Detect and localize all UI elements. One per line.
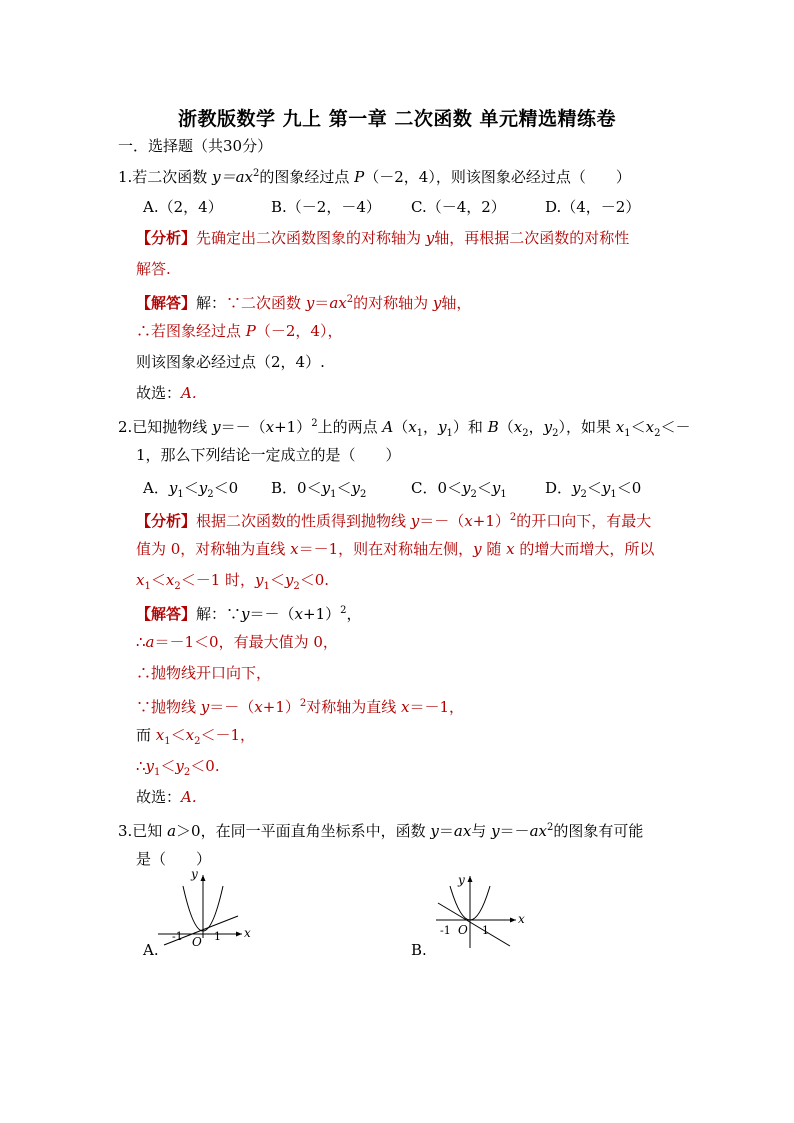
question-2-option-c: C．$0<y_2<y_1$ [411, 479, 507, 500]
question-2-choose: 故选：A. [136, 788, 197, 806]
question-2-answer-line-5: 而 $x_1<x_2<-1$， [136, 726, 256, 747]
question-1-stem: 1.若二次函数 $y=ax^2$的图象经过点 P（－2，4），则该图象必经过点（ ） [118, 168, 631, 186]
question-1-option-a: A.（2，4） [143, 198, 223, 216]
question-2-answer: 【解答】解：$\because y=-(x+1)^2$， [136, 605, 362, 623]
x-axis-arrow [510, 918, 516, 923]
question-2-answer-line-4: ∵抛物线 $y=-(x+1)^2$对称轴为直线 x＝－1， [136, 698, 465, 716]
question-1-option-c: C.（－4，2） [411, 198, 506, 216]
question-2-stem-cont: 1，那么下列结论一定成立的是（ ） [136, 446, 401, 464]
x-axis-arrow [236, 932, 242, 937]
question-2-answer-line-3: ∴抛物线开口向下， [136, 664, 272, 682]
question-2-answer-line-2: ∴a＝－1＜0，有最大值为 0， [136, 633, 338, 651]
page-title: 浙教版数学 九上 第一章 二次函数 单元精选精练卷 [178, 108, 616, 130]
question-2-option-a: A．$y_1<y_2<0$ [143, 479, 239, 500]
section-heading: 一．选择题（共30分） [118, 137, 273, 155]
tick-one: 1 [214, 930, 221, 943]
question-1-option-b: B.（－2，－4） [271, 198, 381, 216]
tick-one: 1 [482, 924, 489, 937]
question-1-answer-line-2: ∴若图象经过点 P（－2，4）， [136, 322, 343, 340]
question-2-stem: 2.已知抛物线 $y=-(x+1)^2$上的两点 $A(x_1$，$y_1$）和 $B(x_2$，$y_2$），如果 $x_1<x_2<-$ [118, 418, 691, 439]
y-axis-arrow [468, 876, 473, 882]
figure-b [428, 870, 538, 950]
tick-neg-one: -1 [440, 924, 451, 937]
figure-b-label: B. [411, 941, 427, 959]
question-1-analysis-cont: 解答. [136, 260, 171, 278]
figure-a [150, 867, 260, 949]
figure-a-label: A. [143, 941, 159, 959]
x-axis-label: x [518, 912, 525, 926]
y-axis-label: y [458, 873, 465, 887]
question-1-answer: 【解答】解：∵二次函数 $y=ax^2$的对称轴为 y轴， [136, 294, 472, 312]
question-2-option-b: B．$0<y_1<y_2$ [271, 479, 367, 500]
question-2-option-d: D．$y_2<y_1<0$ [545, 479, 642, 500]
origin-label: O [192, 935, 202, 949]
y-axis-label: y [191, 867, 198, 881]
figure-a-graph [150, 867, 260, 949]
question-3-stem: 3.已知 a＞0，在同一平面直角坐标系中，函数 y＝ax与 $y=-ax^2$的图象有可能 [118, 822, 644, 840]
question-1-answer-line-3: 则该图象必经过点（2，4）. [136, 353, 325, 371]
figure-b-graph [428, 870, 538, 950]
question-1-choose: 故选：A. [136, 384, 197, 402]
question-2-analysis-line-2: 值为 0，对称轴为直线 x＝－1，则在对称轴左侧，y 随 x 的增大而增大，所以 [136, 540, 655, 558]
x-axis-label: x [244, 926, 251, 940]
question-1-analysis: 【分析】先确定出二次函数图象的对称轴为 y轴，再根据二次函数的对称性 [136, 229, 630, 247]
question-1-option-d: D.（4，－2） [545, 198, 641, 216]
y-axis-arrow [201, 875, 206, 881]
question-3-stem-cont: 是（ ） [136, 850, 212, 868]
origin-label: O [458, 923, 468, 937]
question-2-answer-line-6: $\therefore y_1<y_2<0$. [136, 757, 220, 778]
question-2-analysis-line-3: $x_1<x_2<-1$ 时，$y_1<y_2<0$. [136, 571, 330, 592]
question-2-analysis: 【分析】根据二次函数的性质得到抛物线 $y=-(x+1)^2$的开口向下，有最大 [136, 512, 652, 530]
tick-neg-one: -1 [172, 930, 183, 943]
